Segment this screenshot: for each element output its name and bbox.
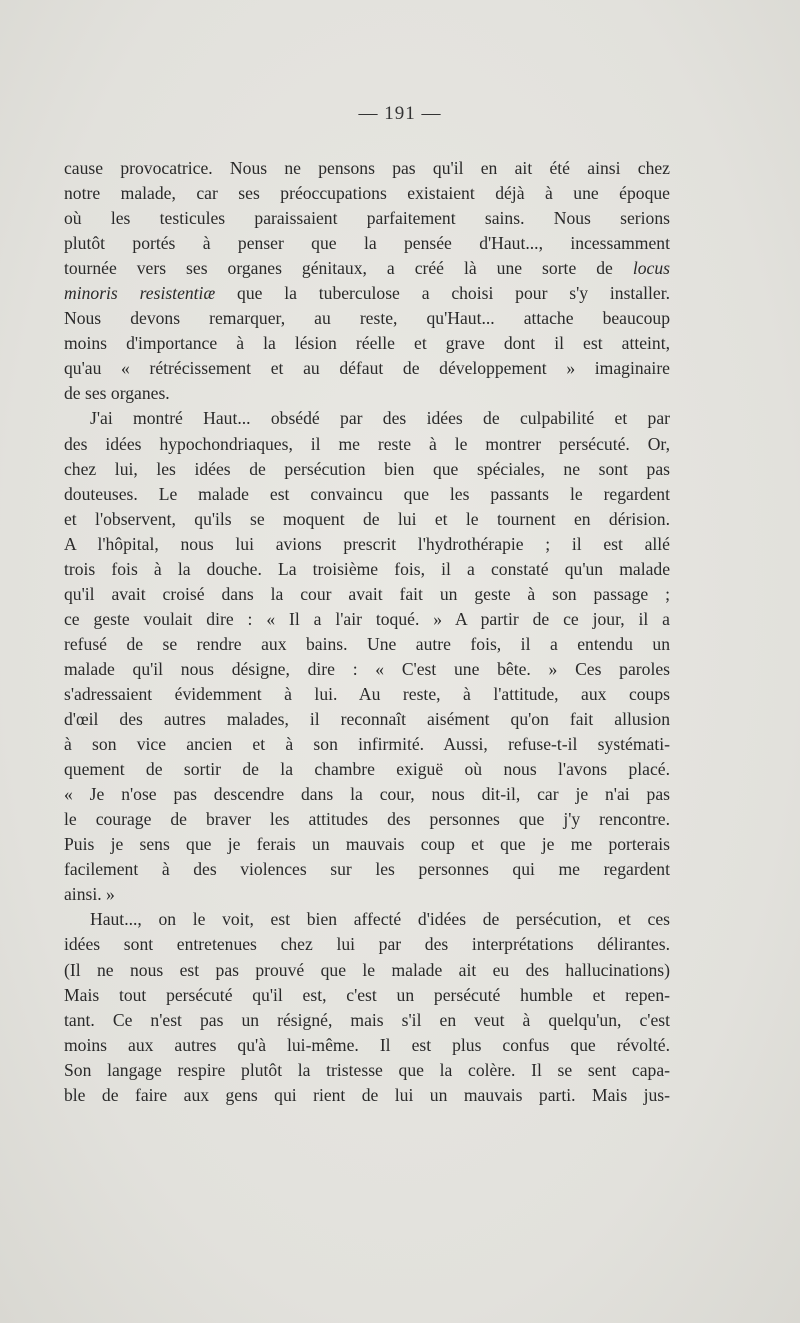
text-line: trois fois à la douche. La troisième fois, il a constaté qu'un malade [64, 558, 670, 579]
text-line: s'adressaient évidemment à lui. Au reste, à l'attitude, aux coups [64, 683, 670, 704]
text-line: facilement à des violences sur les personnes qui me regardent [64, 859, 670, 880]
text-line: à son vice ancien et à son infirmité. Aussi, refuse-t-il systémati- [64, 734, 670, 755]
text-line: A l'hôpital, nous lui avions prescrit l'hydrothérapie ; il est allé [64, 533, 670, 554]
text-line: ble de faire aux gens qui rient de lui un mauvais parti. Mais jus- [64, 1084, 670, 1105]
text-line: « Je n'ose pas descendre dans la cour, nous dit-il, car je n'ai pas [64, 784, 670, 805]
text-line: J'ai montré Haut... obsédé par des idées de culpabilité et par [90, 408, 670, 429]
body-text [64, 156, 670, 1108]
text-line: où les testicules paraissaient parfaitement sains. Nous serions [64, 208, 670, 229]
text-line: Puis je sens que je ferais un mauvais coup et que je me porterais [64, 834, 670, 855]
text-line: ainsi. » [64, 884, 115, 905]
text-line: de ses organes. [64, 383, 170, 404]
italic-term: minoris resistentiæ [64, 283, 216, 304]
text-line: moins d'importance à la lésion réelle et grave dont il est atteint, [64, 333, 670, 354]
text-line: (Il ne nous est pas prouvé que le malade ait eu des hallucinations) [64, 959, 670, 980]
text-line: douteuses. Le malade est convaincu que les passants le regardent [64, 483, 670, 504]
text-line: moins aux autres qu'à lui-même. Il est plus confus que révolté. [64, 1034, 670, 1055]
text-line: tant. Ce n'est pas un résigné, mais s'il en veut à quelqu'un, c'est [64, 1009, 670, 1030]
text-line: qu'au « rétrécissement et au défaut de développement » imaginaire [64, 358, 670, 379]
text-line: idées sont entretenues chez lui par des interprétations délirantes. [64, 934, 670, 955]
text-line: quement de sortir de la chambre exiguë où nous l'avons placé. [64, 759, 670, 780]
text-line: Nous devons remarquer, au reste, qu'Haut... attache beaucoup [64, 308, 670, 329]
text-line: cause provocatrice. Nous ne pensons pas qu'il en ait été ainsi chez [64, 158, 670, 178]
text-line: refusé de se rendre aux bains. Une autre fois, il a entendu un [64, 633, 670, 654]
page-number: — 191 — [358, 103, 442, 124]
text-segment: que la tuberculose a choisi pour s'y installer. [237, 283, 670, 304]
text-line: Mais tout persécuté qu'il est, c'est un persécuté humble et repen- [64, 984, 670, 1005]
text-line: et l'observent, qu'ils se moquent de lui et le tournent en dérision. [64, 508, 670, 529]
italic-term: locus [632, 258, 670, 279]
text-line: malade qu'il nous désigne, dire : « C'est une bête. » Ces paroles [64, 658, 670, 679]
text-segment: tournée vers ses organes génitaux, a créé là une sorte de [64, 258, 613, 279]
text-line: ce geste voulait dire : « Il a l'air toqué. » A partir de ce jour, il a [64, 608, 670, 629]
text-line: chez lui, les idées de persécution bien que spéciales, ne sont pas [64, 458, 670, 479]
text-line: Son langage respire plutôt la tristesse que la colère. Il se sent capa- [64, 1059, 670, 1080]
text-line [64, 256, 670, 281]
text-line: le courage de braver les attitudes des personnes que j'y rencontre. [64, 809, 670, 830]
text-line: notre malade, car ses préoccupations existaient déjà à une époque [64, 183, 670, 204]
text-line: d'œil des autres malades, il reconnaît aisément qu'on fait allusion [64, 709, 670, 730]
text-line: des idées hypochondriaques, il me reste à le montrer persécuté. Or, [64, 433, 670, 454]
text-line: plutôt portés à penser que la pensée d'Haut..., incessamment [64, 233, 670, 254]
text-line: qu'il avait croisé dans la cour avait fait un geste à son passage ; [64, 583, 670, 604]
text-line: Haut..., on le voit, est bien affecté d'idées de persécution, et ces [90, 909, 670, 930]
text-line [64, 281, 670, 306]
